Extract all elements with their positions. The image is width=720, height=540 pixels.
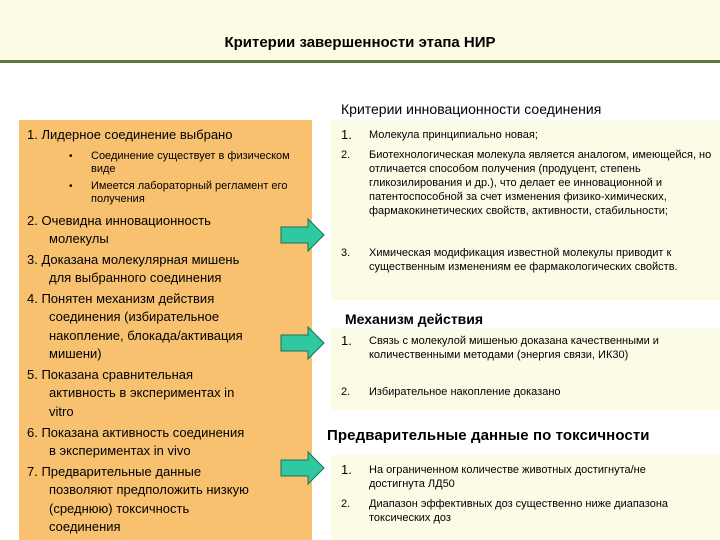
innovation-box [331, 120, 720, 300]
criterion-5-line-2: активность в экспериментах in [49, 385, 235, 401]
criterion-6 [27, 424, 309, 461]
innovation-item-1-text: Молекула принципиально новая; [369, 129, 538, 141]
title-bar [0, 0, 720, 62]
criterion-5-line-3: vitro [49, 403, 74, 419]
criterion-4 [27, 290, 309, 364]
innovation-item-2-text: Биотехнологическая молекула является аналогом, имеющейся, но отличается способом получения (продуцент, степень гликозилирования и др.), что делает ее инновационной и патентоспособной за счет изменения физико-химических, фармакокинетических свойств, активности, стабильности; [369, 149, 712, 217]
innovation-item-2-number: 2. [341, 149, 351, 161]
criterion-3-line-1: 3. Доказана молекулярная мишень [27, 252, 240, 267]
title-divider [0, 60, 720, 63]
bullet-icon: • [69, 181, 73, 192]
criterion-5-line-1: 5. Показана сравнительная [27, 367, 194, 382]
toxicity-item-2-text: Диапазон эффективных доз существенно ниже диапазона токсических доз [369, 498, 669, 524]
criterion-7-line-4: соединения [49, 519, 121, 535]
mechanism-item-1-number: 1. [341, 333, 352, 348]
criterion-1-sub-1-text: Соединение существует в физическом виде [91, 150, 290, 176]
criterion-7-line-1: 7. Предварительные данные [27, 464, 202, 479]
criterion-3 [27, 251, 309, 288]
mechanism-item-2-number: 2. [341, 386, 351, 398]
criterion-2 [27, 212, 309, 249]
innovation-item-1-number: 1. [341, 127, 352, 142]
mechanism-heading: Механизм действия [345, 311, 484, 327]
criterion-7 [27, 463, 309, 537]
completion-criteria-panel [19, 120, 312, 540]
criterion-4-line-2: соединения (избирательное [49, 309, 220, 325]
criterion-4-line-3: накопление, блокада/активация [49, 327, 243, 343]
arrow-right-icon [280, 325, 326, 361]
toxicity-box [331, 455, 720, 540]
criterion-1-sub-2 [69, 180, 291, 207]
criterion-1-sub-1 [69, 150, 291, 177]
mechanism-item-1-text: Связь с молекулой мишенью доказана качественными и количественными методами (энергия связи, ИК30) [369, 335, 659, 361]
criterion-6-line-2: в экспериментах in vivo [49, 443, 191, 459]
toxicity-item-1-number: 1. [341, 462, 352, 477]
criterion-4-line-4: мишени) [49, 346, 102, 362]
mechanism-box [331, 328, 720, 410]
innovation-heading: Критерии инновационности соединения [341, 101, 602, 117]
innovation-item-3-text: Химическая модификация известной молекулы приводит к существенным изменениям ее фармакологических свойств. [369, 247, 678, 273]
innovation-item-3-number: 3. [341, 247, 351, 259]
criterion-3-line-2: для выбранного соединения [49, 270, 222, 286]
toxicity-heading: Предварительные данные по токсичности [327, 427, 650, 444]
toxicity-item-2-number: 2. [341, 498, 351, 510]
criterion-1: 1. Лидерное соединение выбрано [27, 127, 233, 142]
criterion-2-line-1: 2. Очевидна инновационность [27, 213, 211, 228]
criterion-7-line-3: (среднюю) токсичность [49, 500, 190, 516]
criterion-2-line-2: молекулы [49, 231, 109, 247]
criterion-6-line-1: 6. Показана активность соединения [27, 425, 245, 440]
arrow-right-icon [280, 450, 326, 486]
mechanism-item-2-text: Избирательное накопление доказано [369, 386, 561, 398]
criterion-5 [27, 366, 309, 421]
toxicity-item-1-text: На ограниченном количестве животных достигнута/не достигнута ЛД50 [369, 464, 646, 490]
criterion-1-sub-2-text: Имеется лабораторный регламент его получения [91, 180, 288, 206]
bullet-icon: • [69, 151, 73, 162]
criterion-4-line-1: 4. Понятен механизм действия [27, 291, 215, 306]
page-title: Критерии завершенности этапа НИР [224, 34, 496, 51]
criterion-7-line-2: позволяют предположить низкую [49, 482, 249, 498]
arrow-right-icon [280, 217, 326, 253]
